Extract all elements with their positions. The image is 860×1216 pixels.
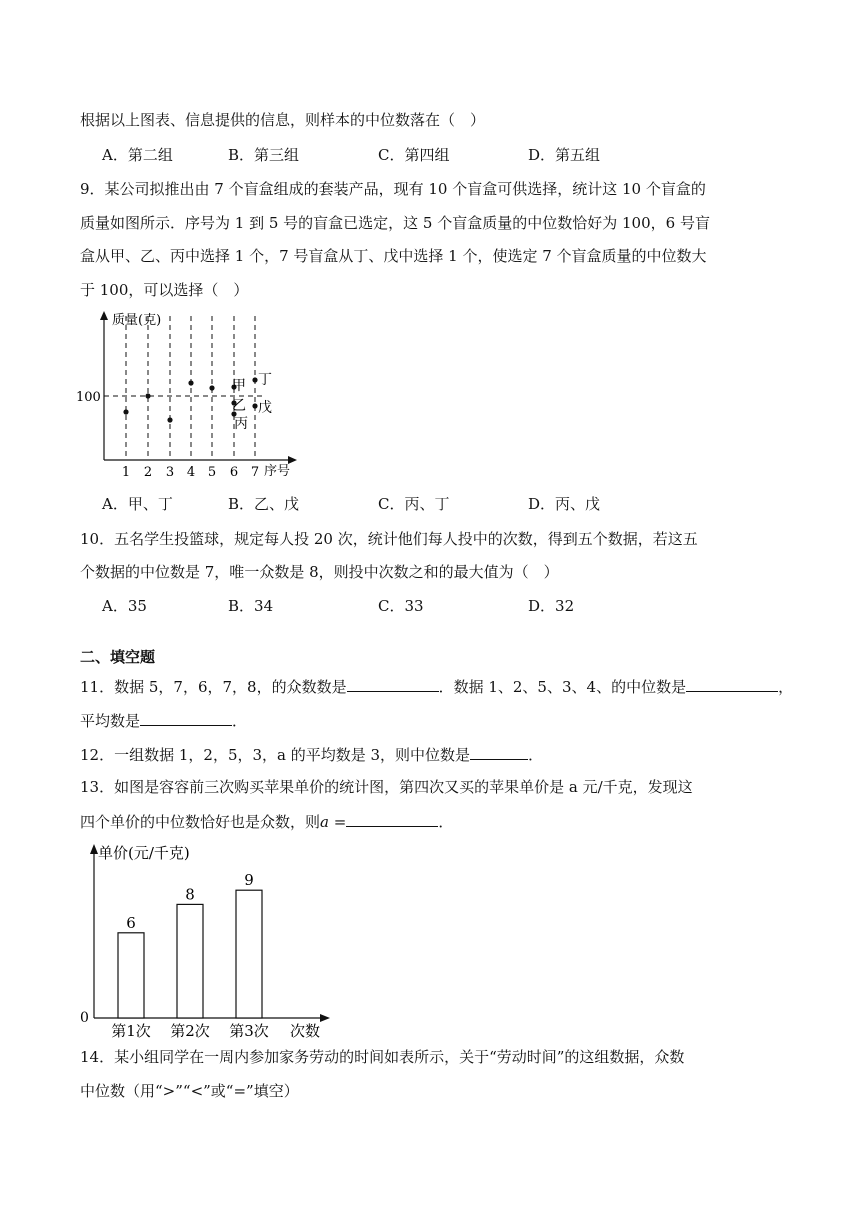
q14-line-1: 14．某小组同学在一周内参加家务劳动的时间如表所示，关于“劳动时间”的这组数据，众数 [80, 1048, 685, 1066]
point-4 [188, 380, 193, 385]
q9-line-1: 9．某公司拟推出由 7 个盲盒组成的套装产品，现有 10 个盲盒可供选择，统计这 10 个盲盒的 [80, 180, 706, 198]
point-3 [167, 417, 172, 422]
x-tick-5: 5 [207, 465, 217, 478]
bar-value-label-1: 6 [126, 913, 136, 932]
bar-x-axis-label: 次数 [290, 1022, 321, 1040]
q14-line-2: 中位数（用“>”“<”或“=”填空） [80, 1082, 299, 1100]
q10-option-d: D．32 [528, 597, 575, 615]
q8-option-d: D．第五组 [528, 146, 601, 164]
x-tick-2: 2 [143, 465, 153, 478]
label-yi: 乙 [232, 398, 246, 414]
label-bing: 丙 [234, 416, 248, 432]
q11-text-4: 平均数是 [80, 712, 141, 730]
q9-option-d: D．丙、戊 [528, 495, 601, 513]
y-axis-arrow [100, 311, 108, 320]
bar-1 [118, 933, 144, 1018]
point-wu [252, 403, 257, 408]
x-tick-4: 4 [186, 465, 196, 478]
q10-option-c: C．33 [378, 597, 424, 615]
bar-y-axis-label: 单价(元/千克) [98, 844, 190, 862]
q9-option-a: A．甲、丁 [102, 495, 173, 513]
bar-2 [177, 904, 203, 1018]
q10-option-b: B．34 [228, 597, 274, 615]
y-axis-label: 质量(克) [112, 313, 162, 328]
q11-text-1: 11．数据 5，7，6，7，8，的众数数是 [80, 678, 347, 696]
q12-text: 12．一组数据 1，2，5，3，a 的平均数是 3，则中位数是 [80, 746, 471, 764]
q13-eq: = [328, 813, 347, 831]
bar-value-label-2: 8 [185, 885, 195, 904]
x-tick-1: 1 [121, 465, 131, 478]
x-axis-label: 序号 [264, 464, 291, 478]
bar-value-label-3: 9 [244, 871, 254, 890]
q11-blank-2[interactable] [686, 675, 778, 692]
bars-group [111, 871, 269, 1040]
q8-stem: 根据以上图表、信息提供的信息，则样本的中位数落在（ ） [80, 111, 486, 129]
point-1 [123, 409, 128, 414]
x-tick-6: 6 [229, 465, 239, 478]
q13-line-2 [80, 810, 453, 832]
q11-text-5: ． [232, 712, 248, 730]
label-wu: 戊 [258, 400, 272, 416]
q13-line-1: 13．如图是容容前三次购买苹果单价的统计图，第四次又买的苹果单价是 a 元/千克，发现这 [80, 778, 693, 796]
q8-option-b: B．第三组 [228, 146, 300, 164]
q12-line [80, 743, 543, 765]
section-title-fill-blank: 二、填空题 [80, 648, 156, 666]
point-ding [252, 377, 257, 382]
point-2 [145, 393, 150, 398]
q8-option-c: C．第四组 [378, 146, 450, 164]
q9-line-4: 于 100，可以选择（ ） [80, 281, 249, 299]
q11-line-1 [80, 675, 793, 697]
q11-blank-1[interactable] [347, 675, 439, 692]
bar-y-axis-arrow [90, 844, 98, 854]
bar-3 [236, 890, 262, 1018]
q8-option-a: A．第二组 [102, 146, 173, 164]
x-tick-3: 3 [165, 465, 175, 478]
x-axis-arrow [288, 456, 297, 464]
q13-end: ． [438, 813, 454, 831]
q12-blank[interactable] [470, 743, 528, 760]
q13-blank[interactable] [346, 810, 438, 827]
bar-category-label-3: 第3次 [229, 1022, 269, 1040]
ref-label-100: 100 [76, 390, 101, 405]
q10-line-2: 个数据的中位数是 7，唯一众数是 8，则投中次数之和的最大值为（ ） [80, 563, 559, 581]
q13-var: a [320, 813, 329, 831]
q11-blank-3[interactable] [140, 709, 232, 726]
q9-option-b: B．乙、戊 [228, 495, 300, 513]
q9-option-c: C．丙、丁 [378, 495, 450, 513]
q12-end: ． [528, 746, 544, 764]
q13-bar-chart [70, 838, 340, 1040]
bar-category-label-2: 第2次 [170, 1022, 210, 1040]
x-tick-7: 7 [250, 465, 260, 478]
label-ding: 丁 [258, 372, 272, 388]
label-jia: 甲 [232, 378, 246, 394]
bar-x-axis-arrow [320, 1014, 330, 1022]
q11-line-2 [80, 709, 247, 731]
q9-line-2: 质量如图所示．序号为 1 到 5 号的盲盒已选定，这 5 个盲盒质量的中位数恰好为 100，6 号盲 [80, 214, 710, 232]
q9-line-3: 盒从甲、乙、丙中选择 1 个，7 号盲盒从丁、戊中选择 1 个，使选定 7 个盲盒质量的中位数大 [80, 247, 707, 265]
bar-category-label-1: 第1次 [111, 1022, 151, 1040]
q11-text-3: ， [778, 678, 794, 696]
q13-text: 四个单价的中位数恰好也是众数，则 [80, 813, 321, 831]
q11-text-2: ．数据 1、2、5、3、4、的中位数是 [438, 678, 687, 696]
q10-line-1: 10．五名学生投篮球，规定每人投 20 次，统计他们每人投中的次数，得到五个数据，若这五 [80, 530, 698, 548]
q9-scatter-chart [70, 308, 310, 478]
q10-option-a: A．35 [102, 597, 147, 615]
point-5 [209, 385, 214, 390]
bar-origin-label: 0 [80, 1010, 89, 1026]
